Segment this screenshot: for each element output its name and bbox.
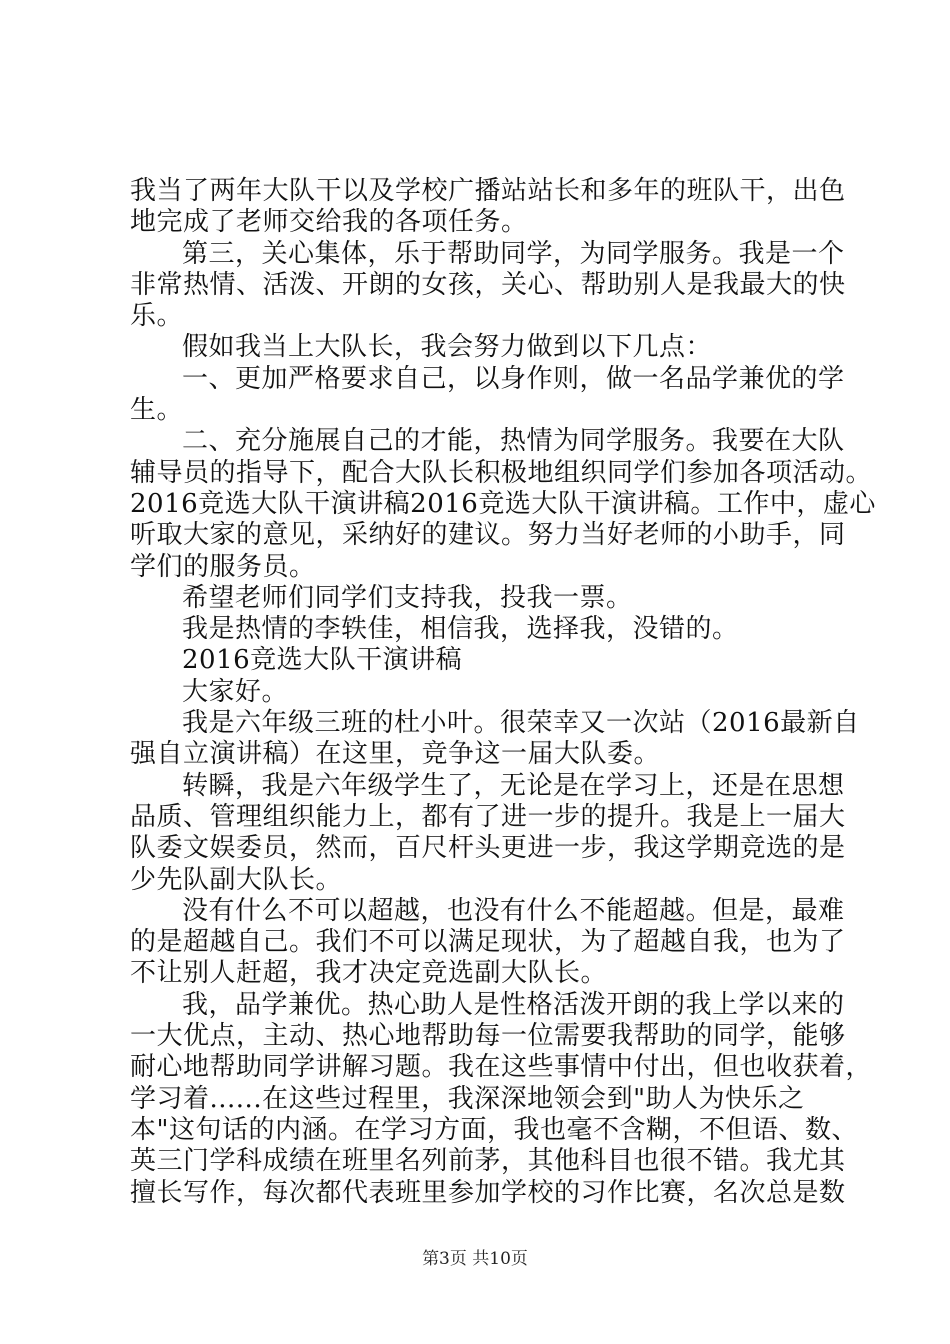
text-line: 我，品学兼优。热心助人是性格活泼开朗的我上学以来的	[182, 989, 845, 1020]
text-line: 没有什么不可以超越，也没有什么不能超越。但是，最难	[182, 895, 845, 926]
text-line: 我是六年级三班的杜小叶。很荣幸又一次站（2016最新自	[182, 708, 860, 739]
text-line: 大家好。	[182, 676, 289, 707]
text-line: 学习着......在这些过程里，我深深地领会到"助人为快乐之	[130, 1083, 805, 1114]
text-line: 强自立演讲稿）在这里，竞争这一届大队委。	[130, 739, 661, 770]
text-line: 非常热情、活泼、开朗的女孩，关心、帮助别人是我最大的快	[130, 269, 846, 300]
text-line: 二、充分施展自己的才能，热情为同学服务。我要在大队	[182, 426, 845, 457]
text-line: 2016竞选大队干演讲稿2016竞选大队干演讲稿。工作中，虚心	[130, 488, 876, 519]
text-line: 英三门学科成绩在班里名列前茅，其他科目也很不错。我尤其	[130, 1146, 846, 1177]
text-line: 希望老师们同学们支持我，投我一票。	[182, 582, 633, 613]
text-line: 的是超越自己。我们不可以满足现状，为了超越自我，也为了	[130, 927, 846, 958]
page-number-footer: 第3页 共10页	[422, 1249, 528, 1269]
text-line: 擅长写作，每次都代表班里参加学校的习作比赛，名次总是数	[130, 1177, 846, 1208]
text-line: 一大优点，主动、热心地帮助每一位需要我帮助的同学，能够	[130, 1021, 846, 1052]
text-line: 地完成了老师交给我的各项任务。	[130, 207, 528, 238]
text-line: 不让别人赶超，我才决定竞选副大队长。	[130, 958, 608, 989]
text-line: 转瞬，我是六年级学生了，无论是在学习上，还是在思想	[182, 770, 845, 801]
text-line: 乐。	[130, 301, 184, 332]
document-body	[130, 176, 876, 1209]
text-line: 本"这句话的内涵。在学习方面，我也毫不含糊，不但语、数、	[130, 1114, 858, 1145]
text-line: 假如我当上大队长，我会努力做到以下几点：	[182, 332, 713, 363]
text-line: 耐心地帮助同学讲解习题。我在这些事情中付出，但也收获着，	[130, 1052, 873, 1083]
text-line: 我当了两年大队干以及学校广播站站长和多年的班队干，出色	[130, 176, 846, 206]
text-line: 我是热情的李轶佳，相信我，选择我，没错的。	[182, 614, 739, 645]
text-line: 队委文娱委员，然而，百尺杆头更进一步，我这学期竞选的是	[130, 833, 846, 864]
section-title: 2016竞选大队干演讲稿	[182, 645, 463, 676]
text-line: 少先队副大队长。	[130, 864, 343, 895]
text-line: 学们的服务员。	[130, 551, 316, 582]
text-line: 听取大家的意见，采纳好的建议。努力当好老师的小助手，同	[130, 520, 846, 551]
text-line: 品质、管理组织能力上，都有了进一步的提升。我是上一届大	[130, 801, 846, 832]
text-line: 第三，关心集体，乐于帮助同学，为同学服务。我是一个	[182, 238, 845, 269]
text-line: 辅导员的指导下，配合大队长积极地组织同学们参加各项活动。	[130, 457, 873, 488]
text-line: 一、更加严格要求自己，以身作则，做一名品学兼优的学	[182, 363, 845, 394]
text-line: 生。	[130, 395, 184, 426]
